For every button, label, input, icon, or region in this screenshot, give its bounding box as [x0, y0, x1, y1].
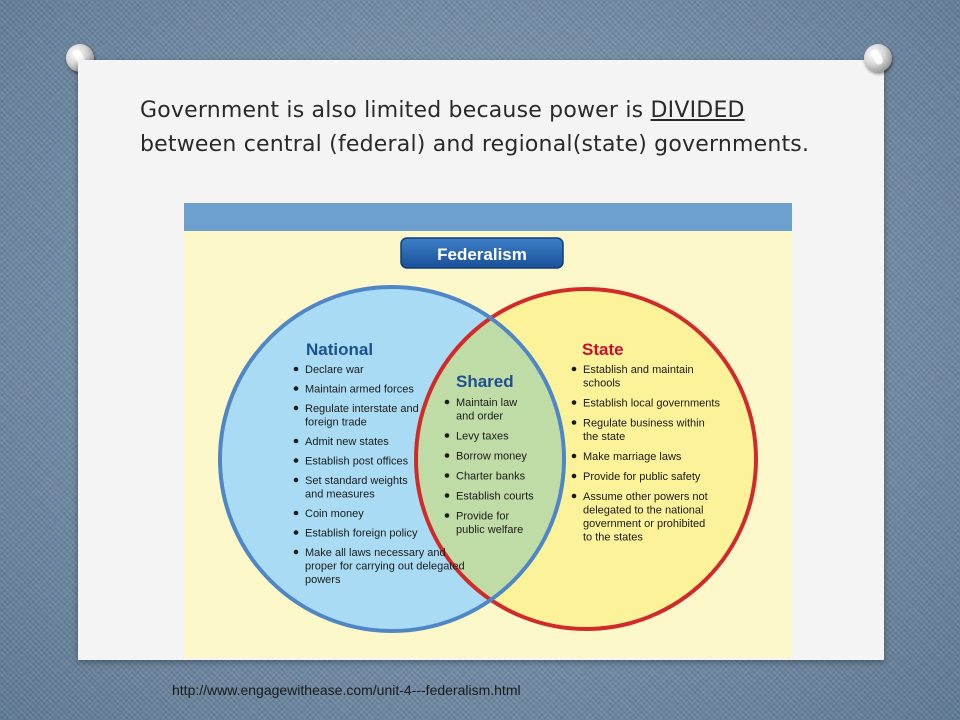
national-bullet: [294, 530, 299, 535]
shared-bullet: [445, 513, 450, 518]
national-power-line: Regulate interstate and: [305, 403, 419, 415]
federalism-venn-image: [184, 203, 792, 658]
source-url: http://www.engagewithease.com/unit-4---federalism.html: [172, 682, 521, 698]
state-bullet: [572, 367, 577, 372]
federalism-title: Federalism: [437, 245, 527, 264]
state-power-line: the state: [583, 431, 626, 443]
shared-bullet: [445, 453, 450, 458]
national-power-line: proper for carrying out delegated: [305, 560, 465, 573]
shared-power-line: Levy taxes: [456, 430, 509, 443]
state-bullet: [572, 474, 577, 479]
state-title: State: [582, 340, 624, 359]
state-power-line: Assume other powers not: [583, 491, 708, 503]
national-power-line: Maintain armed forces: [305, 383, 414, 396]
national-bullet: [294, 511, 299, 516]
state-bullet: [572, 400, 577, 405]
federalism-venn-diagram: [184, 203, 792, 658]
heading-emphasis-divided: DIVIDED: [650, 98, 745, 123]
national-bullet: [294, 458, 299, 463]
slide-heading: [140, 94, 830, 162]
national-bullet: [294, 367, 299, 372]
national-bullet: [294, 386, 299, 391]
national-power-line: Coin money: [305, 508, 364, 520]
state-power-line: government or prohibited: [583, 518, 706, 530]
national-power-line: Establish foreign policy: [305, 527, 418, 540]
state-bullet: [572, 454, 577, 459]
shared-power-line: and order: [456, 410, 504, 423]
national-power-line: Set standard weights: [305, 475, 408, 487]
state-bullet: [572, 494, 577, 499]
pushpin-right-icon: [864, 44, 892, 72]
state-power-line: Establish local governments: [583, 397, 720, 410]
national-title: National: [306, 340, 374, 359]
shared-title: Shared: [456, 372, 514, 391]
national-bullet: [294, 406, 299, 411]
national-power-line: Declare war: [305, 364, 364, 376]
shared-power-line: Charter banks: [456, 470, 526, 483]
national-bullet: [294, 478, 299, 483]
state-power-line: Make marriage laws: [583, 451, 682, 463]
national-power-line: foreign trade: [305, 416, 367, 429]
shared-power-line: Provide for: [456, 510, 510, 523]
state-power-line: Regulate business within: [583, 417, 705, 430]
national-bullet: [294, 439, 299, 444]
state-power-line: Establish and maintain: [583, 364, 694, 376]
shared-power-line: Establish courts: [456, 490, 534, 503]
shared-bullet: [445, 493, 450, 498]
national-power-line: Make all laws necessary and: [305, 547, 446, 559]
shared-power-line: public welfare: [456, 524, 524, 536]
state-bullet: [572, 420, 577, 425]
shared-bullet: [445, 473, 450, 478]
state-power-line: to the states: [583, 531, 643, 544]
state-power-line: schools: [583, 377, 621, 390]
shared-power-line: Borrow money: [456, 450, 527, 463]
shared-bullet: [445, 433, 450, 438]
heading-part-1: Government is also limited because power is: [140, 98, 651, 123]
shared-power-line: Maintain law: [456, 397, 518, 409]
shared-bullet: [445, 400, 450, 405]
national-power-line: powers: [305, 574, 341, 586]
national-power-line: Admit new states: [305, 436, 389, 448]
state-power-line: delegated to the national: [583, 504, 704, 517]
national-power-line: Establish post offices: [305, 455, 409, 468]
national-power-line: and measures: [305, 488, 375, 501]
heading-part-2: between central (federal) and regional(state) governments.: [140, 132, 810, 157]
state-power-line: Provide for public safety: [583, 471, 701, 483]
national-bullet: [294, 550, 299, 555]
